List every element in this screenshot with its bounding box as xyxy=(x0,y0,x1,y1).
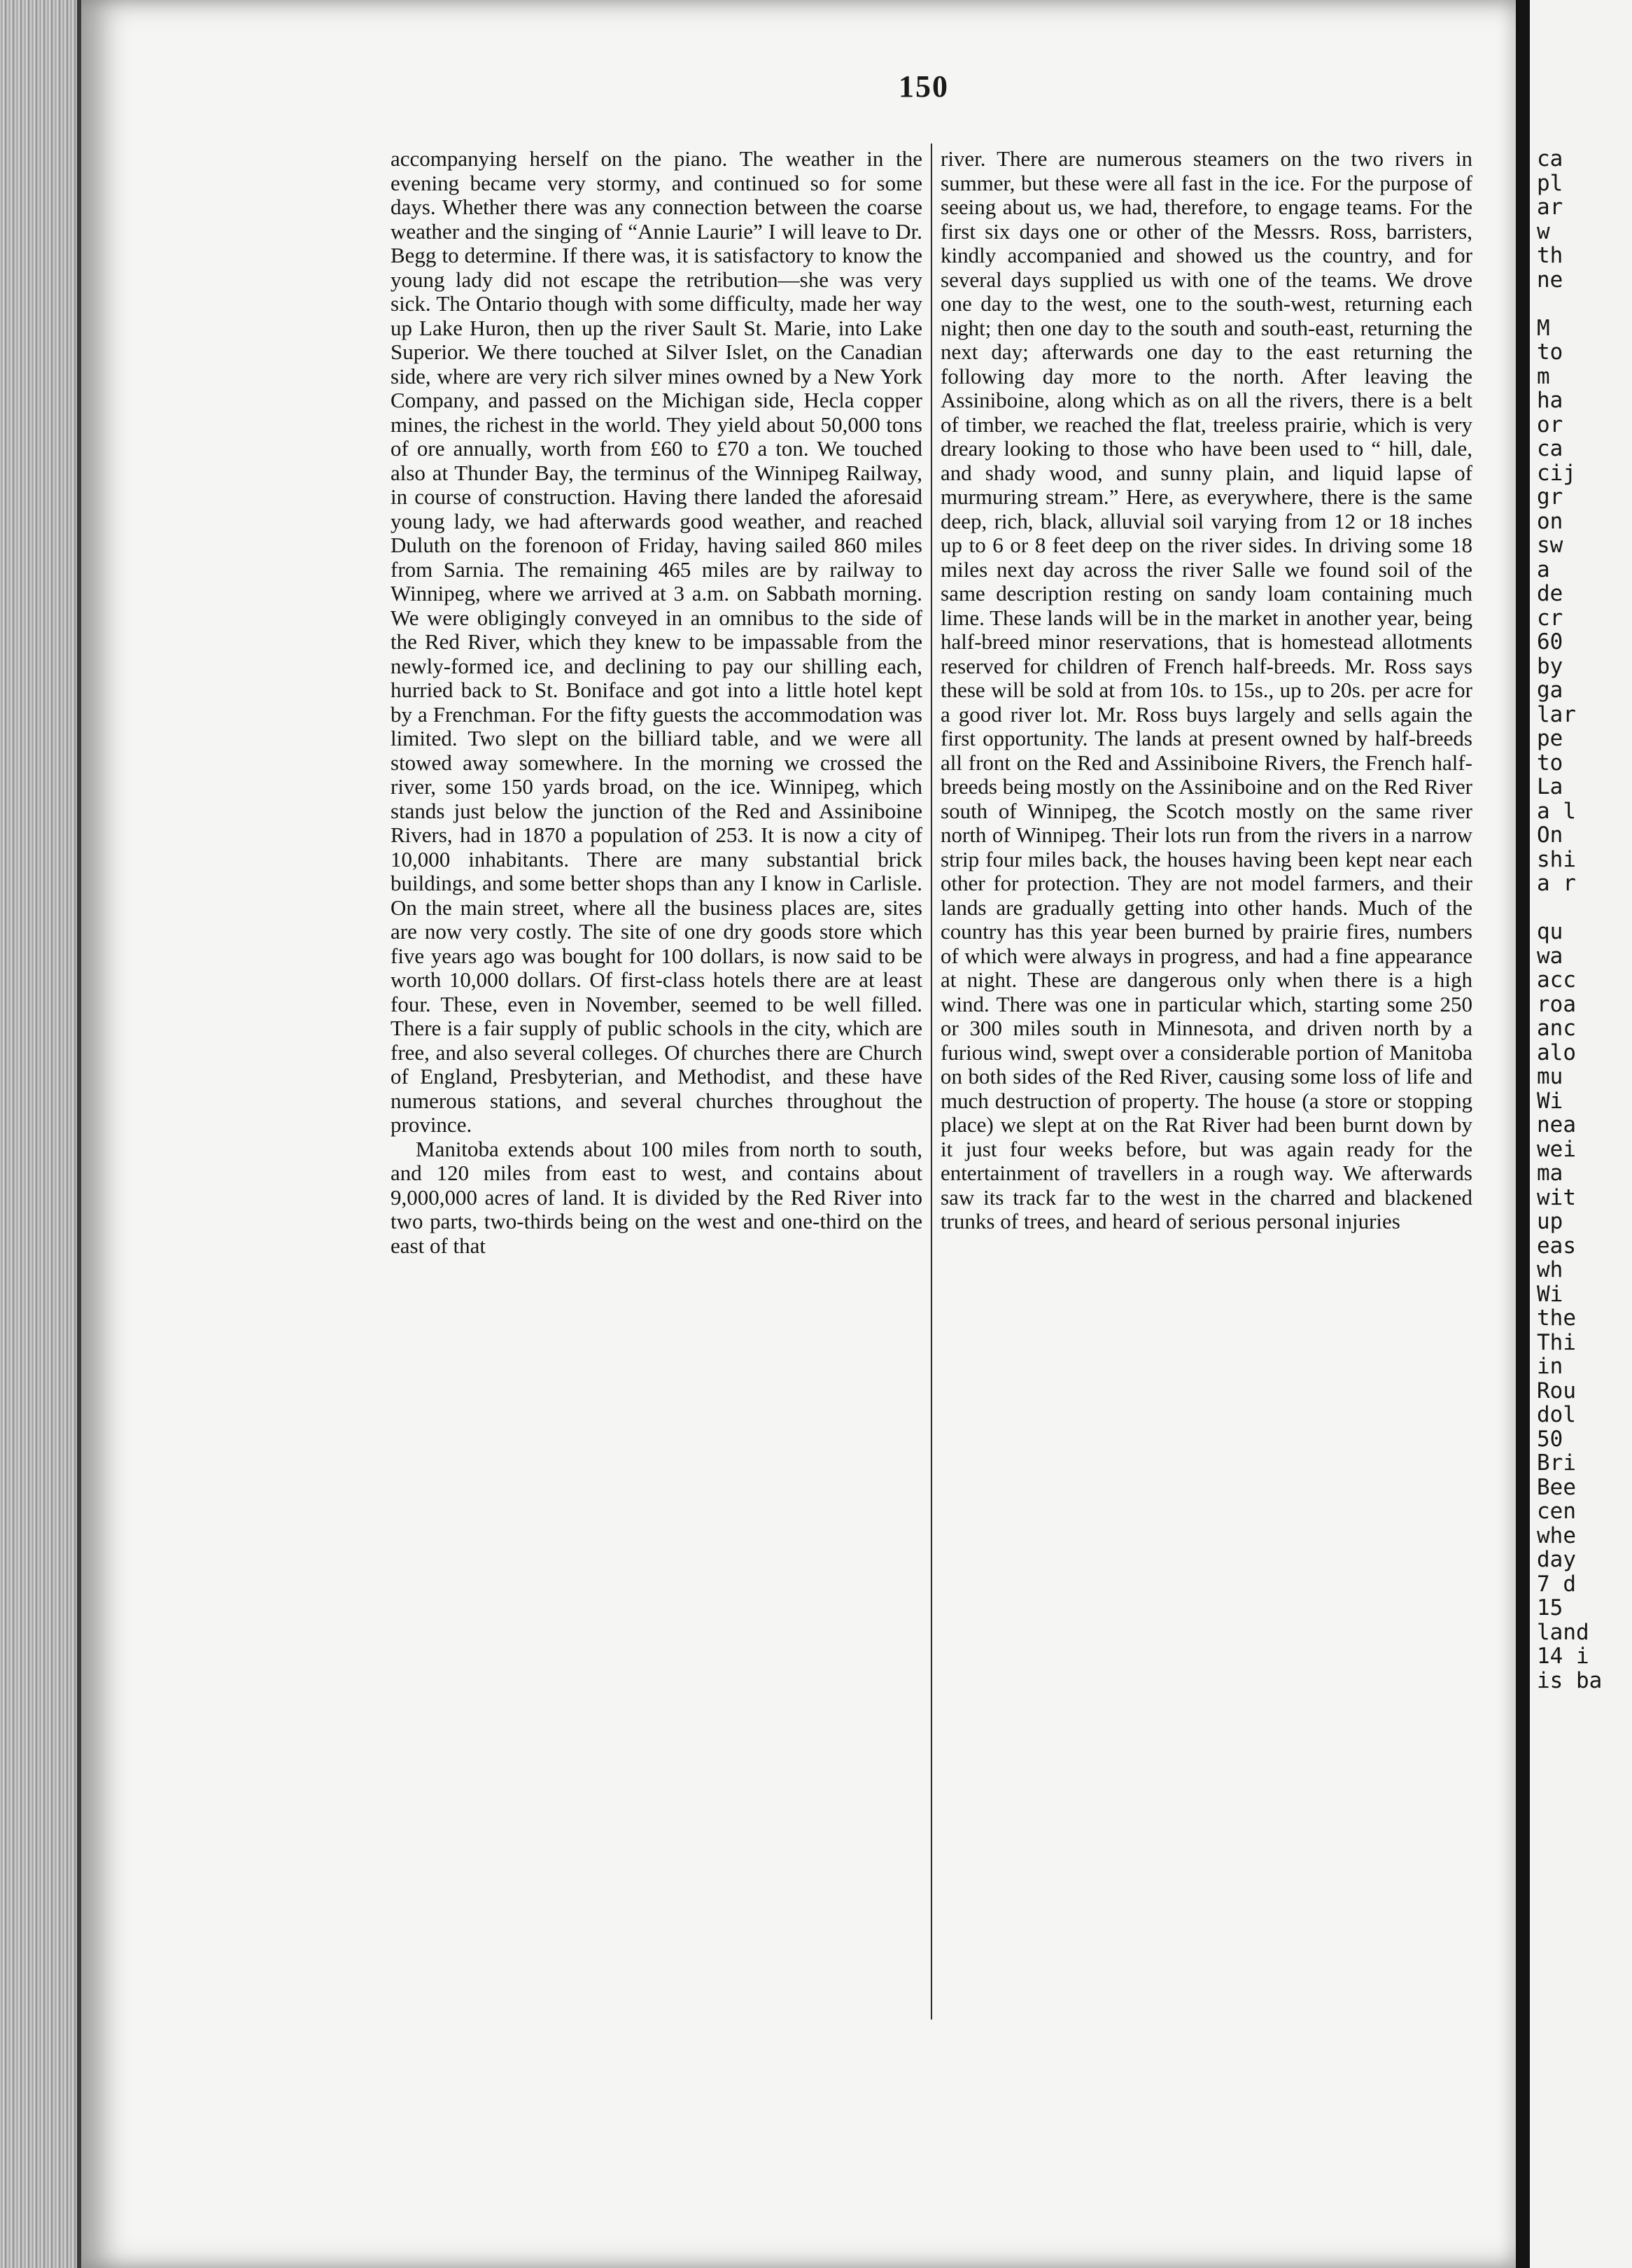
column-divider xyxy=(931,144,932,2019)
adjacent-page-fragment xyxy=(1530,0,1632,2268)
left-paragraph-1: accompanying herself on the piano. The weather in the evening became very stormy, and continued so for some days. Whether there was any connection between the coarse weather and the singing of “Annie Laurie” I will leave to Dr. Begg to determine. If there was, it is satisfactory to know the young lady did not escape the retribution—she was very sick. The Ontario though with some difficulty, made her way up Lake Huron, then up the river Sault St. Marie, into Lake Superior. We there touched at Silver Islet, on the Canadian side, where are very rich silver mines owned by a New York Company, and passed on the Michigan side, Hecla copper mines, the richest in the world. They yield about 50,000 tons of ore annually, worth from £60 to £70 a ton. We touched also at Thunder Bay, the terminus of the Winnipeg Railway, in course of construction. Having there landed the aforesaid young lady, we had afterwards good weather, and reached Duluth on the forenoon of Friday, having sailed 860 miles from Sarnia. The remaining 465 miles are by railway to Winnipeg, where we arrived at 3 a.m. on Sabbath morning. We were obligingly conveyed in an omnibus to the side of the Red River, which they knew to be impassable from the newly-formed ice, and declining to pay our shilling each, hurried back to St. Boniface and got into a little hotel kept by a Frenchman. For the fifty guests the accommodation was limited. Two slept on the billiard table, and we were all stowed away somewhere. In the morning we crossed the river, some 150 yards broad, on the ice. Winnipeg, which stands just below the junction of the Red and Assiniboine Rivers, had in 1870 a population of 253. It is now a city of 10,000 inhabitants. There are many substantial brick buildings, and some better shops than any I know in Carlisle. On the main street, where all the business places are, sites are now very costly. The site of one dry goods store which five years ago was bought for 100 dollars, is now said to be worth 10,000 dollars. Of first-class hotels there are at least four. These, even in November, seemed to be well filled. There is a fair supply of public schools in the city, which are free, and also several colleges. Of churches there are Church of England, Presbyterian, and Methodist, and these have numerous stations, and several churches throughout the province. xyxy=(391,146,922,1137)
left-paragraph-2: Manitoba extends about 100 miles from north to south, and 120 miles from east to west, and contains about 9,000,000 acres of land. It is divided by the Red River into two parts, two-thirds being on the west and one-third on the east of that xyxy=(391,1136,922,1258)
right-paragraph-1: river. There are numerous steamers on the two rivers in summer, but these were all fast in the ice. For the purpose of seeing about us, we had, therefore, to engage teams. For the first six days one or other of the Messrs. Ross, barristers, kindly accompanied and showed us the country, and for several days supplied us with one of the teams. We drove one day to the west, one to the south-west, returning each night; then one day to the south and south-east, returning the next day; afterwards one day to the east returning the following day more to the north. After leaving the Assiniboine, along which as on all the rivers, there is a belt of timber, we reached the flat, treeless prairie, which is very dreary looking to those who have been used to “ hill, dale, and shady wood, and sunny plain, and liquid lapse of murmuring stream.” Here, as everywhere, there is the same deep, rich, black, alluvial soil varying from 12 or 18 inches up to 6 or 8 feet deep on the river sides. In driving some 18 miles next day across the river Salle we found soil of the same description resting on sandy loam containing much lime. These lands will be in the market in another year, being half-breed minor reservations, that is homestead allotments reserved for children of French half-breeds. Mr. Ross says these will be sold at from 10s. to 15s., up to 20s. per acre for a good river lot. Mr. Ross buys largely and sells again the first opportunity. The lands at present owned by half-breeds all front on the Red and Assiniboine Rivers, the French half-breeds being mostly on the Assiniboine and on the Red River south of Winnipeg, the Scotch mostly on the same river north of Winnipeg. Their lots run from the rivers in a narrow strip four miles back, the houses having been kept near each other for protection. They are not model farmers, and their lands are gradually getting into other hands. Much of the country has this year been burned by prairie fires, numbers of which were always in progress, and had a fine appearance at night. These are dangerous only when there is a high wind. There was one in particular which, starting some 250 or 300 miles south in Minnesota, and driven north by a furious wind, swept over a considerable portion of Manitoba on both sides of the Red River, causing some loss of life and much destruction of property. The house (a store or stopping place) we slept at on the Rat River had been burnt down by it just four weeks before, but was again ready for the entertainment of travellers in a rough way. We afterwards saw its track far to the west in the charred and blackened trunks of trees, and heard of serious personal injuries xyxy=(941,146,1472,1233)
page-number: 150 xyxy=(899,69,949,104)
book-gutter xyxy=(1516,0,1530,2268)
right-text-column xyxy=(941,147,1472,2240)
adjacent-page-text: ca pl ar w th ne M to m ha or ca cij gr on sw a de cr 60 by ga lar pe to La a l On shi a r qu wa acc roa anc alo mu Wi nea wei ma wit up eas wh Wi the Thi in Rou dol 50 Bri Bee cen whe day 7 d 15 land 14 i is ba xyxy=(1537,146,1603,1693)
left-text-column xyxy=(391,147,922,2240)
page-edge-stack xyxy=(0,0,81,2268)
